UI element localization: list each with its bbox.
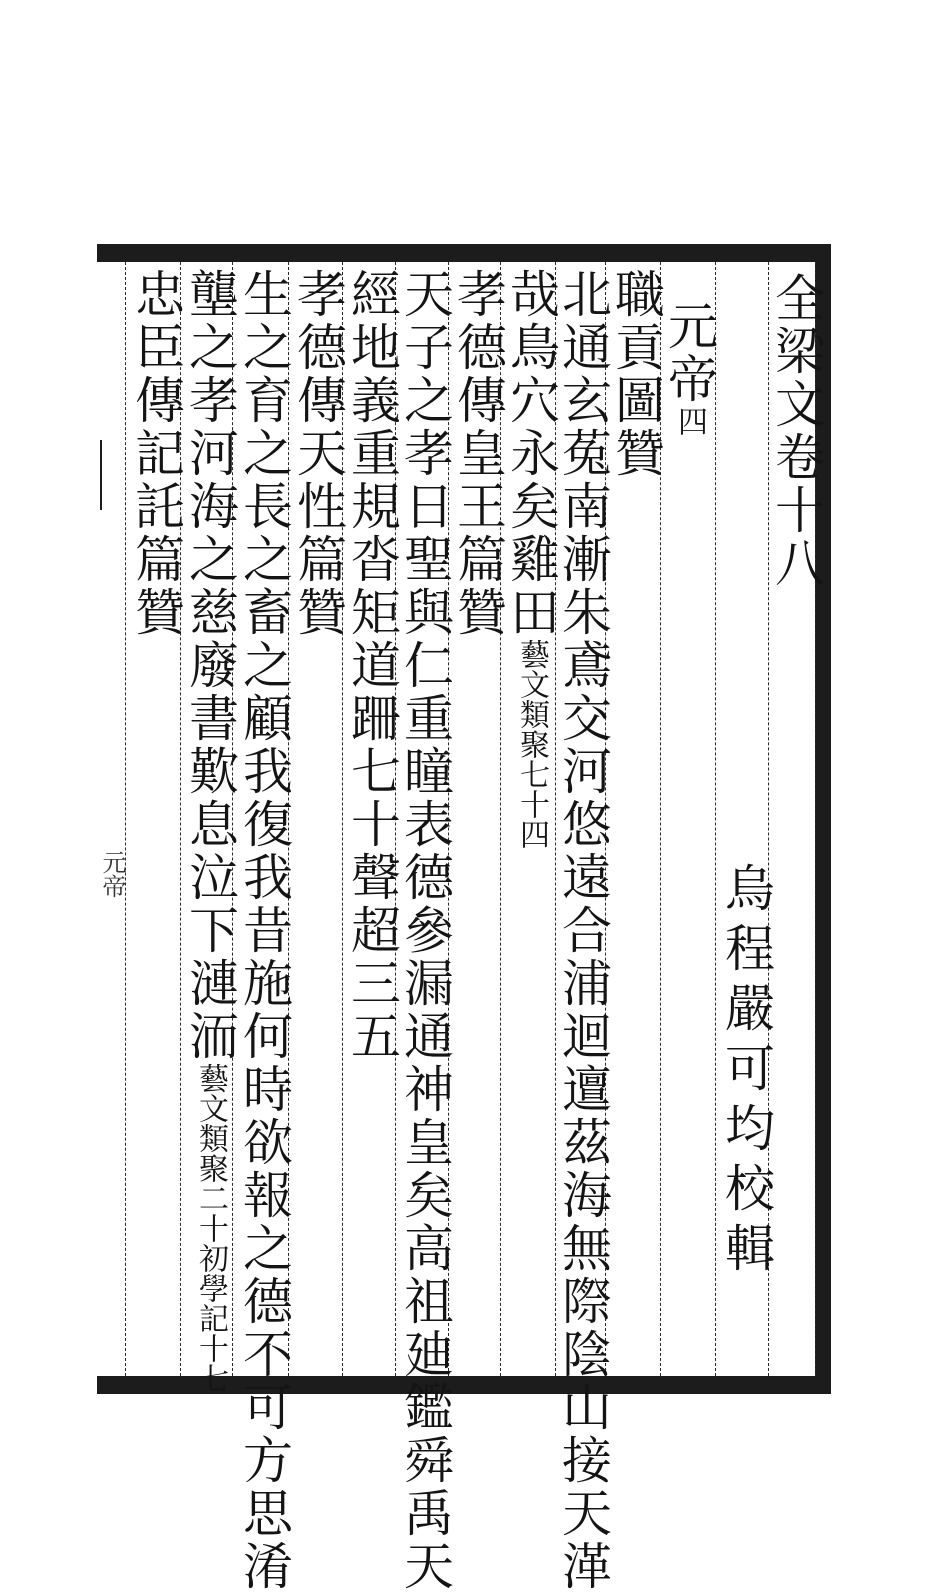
text-column-1: 元帝四: [660, 300, 718, 436]
text-column-8: 孝德傳天性篇贊: [289, 268, 347, 639]
text-column-5: 孝德傳皇王篇贊: [449, 268, 507, 639]
text-column-4: 哉鳥穴永矣雞田藝文類聚七十四: [502, 268, 560, 849]
text-column-2: 職貢圖贊: [607, 268, 665, 480]
book-title: 全梁文卷十八: [767, 272, 825, 590]
text-column-6: 天子之孝日聖與仁重瞳表德參漏通神皇矣高祖廸鑑舜禹天: [396, 268, 454, 1593]
text-column-7: 經地義重規沓矩道跚七十聲超三五: [343, 268, 401, 1063]
editor-credit: 烏程嚴可均校輯: [717, 862, 775, 1282]
text-column-9: 生之育之長之畜之顧我復我昔施何時欲報之德不可方思淆: [235, 268, 293, 1593]
column-rule: [125, 262, 126, 1376]
text-column-11: 忠臣傳記託篇贊: [127, 268, 185, 639]
edge-mark: [100, 440, 122, 510]
edge-glyph: 元帝: [98, 850, 126, 898]
text-column-10: 壟之孝河海之慈廢書歎息泣下漣洏藝文類聚二十初學記十七: [181, 268, 239, 1393]
text-column-3: 北通玄菟南漸朱鳶交河悠遠合浦迴邅茲海無際陰山接天㴖: [554, 268, 612, 1593]
column-rule: [715, 262, 716, 1376]
